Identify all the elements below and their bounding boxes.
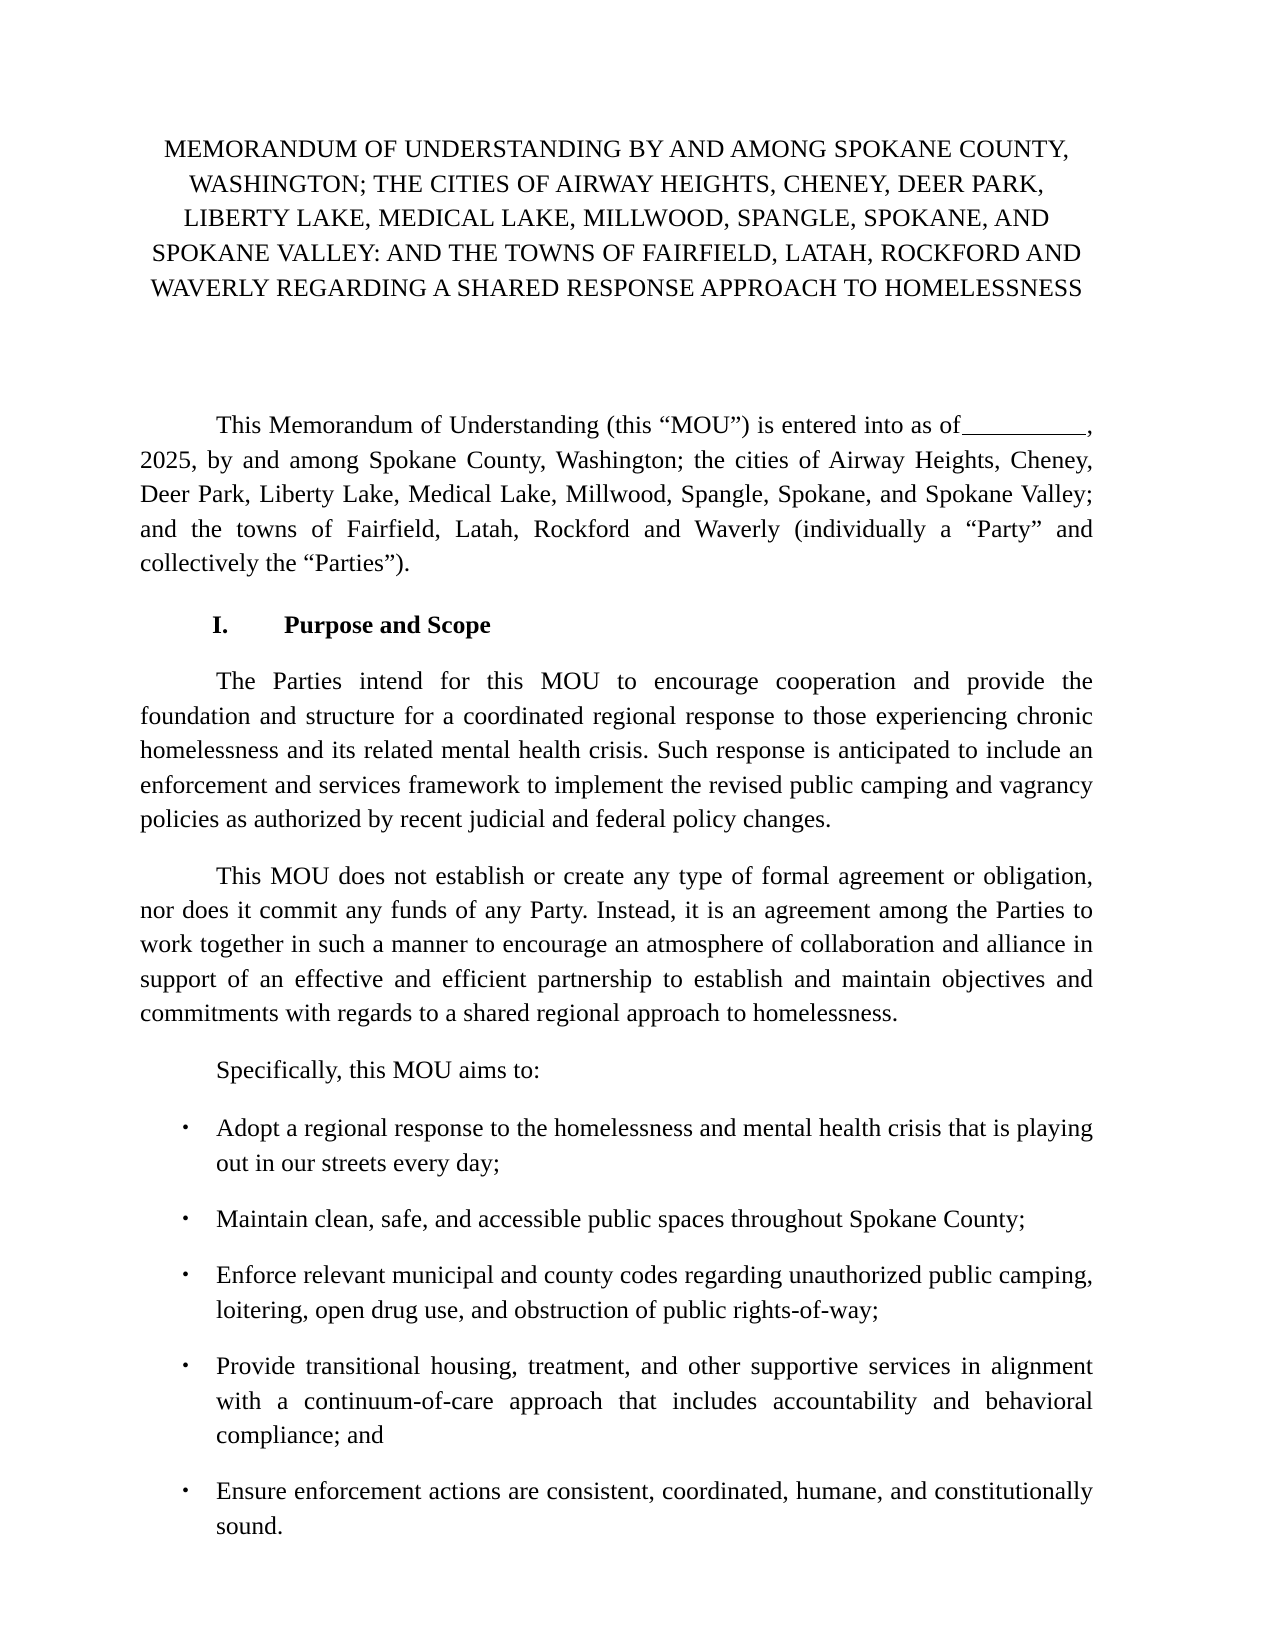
preamble-before-blank: This Memorandum of Understanding (this “MOU”) is entered into as of [216, 410, 961, 440]
section-paragraph-2: This MOU does not establish or create any type of formal agreement or obligation, nor does it commit any funds of any Party. Instead, it is an agreement among the Parties to work together in such a manner to encourage an atmosphere of collaboration and alliance in support of an effective and efficient partnership to establish and maintain objectives and commitments with regards to a shared regional approach to homelessness. [140, 860, 1093, 1028]
bullet-icon: • [182, 1355, 190, 1378]
bullet-icon: • [182, 1264, 190, 1287]
section-heading-label: Purpose and Scope [284, 610, 491, 640]
list-item-label: Provide transitional housing, treatment, and other supportive services in alignment with a continuum-of-care approach that includes accountability and behavioral compliance; and [216, 1351, 1093, 1450]
section-paragraph-1: The Parties intend for this MOU to encourage cooperation and provide the foundation and structure for a coordinated regional response to those experiencing chronic homelessness and its related mental health crisis. Such response is anticipated to include an enforcement and services framework to implement the revised public camping and vagrancy policies as authorized by recent judicial and federal policy changes. [140, 666, 1093, 834]
section-numeral: I. [212, 610, 229, 640]
section-heading-purpose-and-scope [140, 610, 1093, 640]
list-item [140, 1111, 1093, 1180]
list-item-label: Enforce relevant municipal and county codes regarding unauthorized public camping, loitering, open drug use, and obstruction of public rights-of-way; [216, 1260, 1093, 1324]
section-paragraph-3: Specifically, this MOU aims to: [216, 1054, 541, 1084]
list-item-label: Maintain clean, safe, and accessible public spaces throughout Spokane County; [216, 1203, 1026, 1233]
list-item [140, 1258, 1093, 1327]
title-spacer [140, 305, 1093, 408]
aims-list [140, 1111, 1093, 1543]
bullet-icon: • [182, 1480, 190, 1503]
preamble-after-blank: , 2025, by and among Spokane County, Washington; the cities of Airway Heights, Cheney, Deer Park, Liberty Lake, Medical Lake, Millwood, Spangle, Spokane, and Spokane Valley; and the towns of Fairfield, Latah, Rockford and Waverly (individually a “Party” and collectively the “Parties”). [140, 410, 1093, 578]
list-item [140, 1202, 1093, 1236]
bullet-icon: • [182, 1117, 190, 1140]
date-blank-field[interactable] [962, 411, 1086, 435]
list-item-label: Ensure enforcement actions are consistent, coordinated, humane, and constitutionally sound. [216, 1476, 1093, 1540]
bullet-icon: • [182, 1207, 190, 1230]
preamble-paragraph [140, 408, 1093, 580]
page-title: MEMORANDUM OF UNDERSTANDING BY AND AMONG SPOKANE COUNTY, WASHINGTON; THE CITIES OF AIRWAY HEIGHTS, CHENEY, DEER PARK, LIBERTY LAKE, MEDICAL LAKE, MILLWOOD, SPANGLE, SPOKANE, AND SPOKANE VALLEY: AND THE TOWNS OF FAIRFIELD, LATAH, ROCKFORD AND WAVERLY REGARDING A SHARED RESPONSE APPROACH TO HOMELESSNESS [150, 134, 1083, 302]
list-item-label: Adopt a regional response to the homelessness and mental health crisis that is playing out in our streets every day; [216, 1113, 1093, 1177]
list-item [140, 1474, 1093, 1543]
list-item [140, 1349, 1093, 1452]
